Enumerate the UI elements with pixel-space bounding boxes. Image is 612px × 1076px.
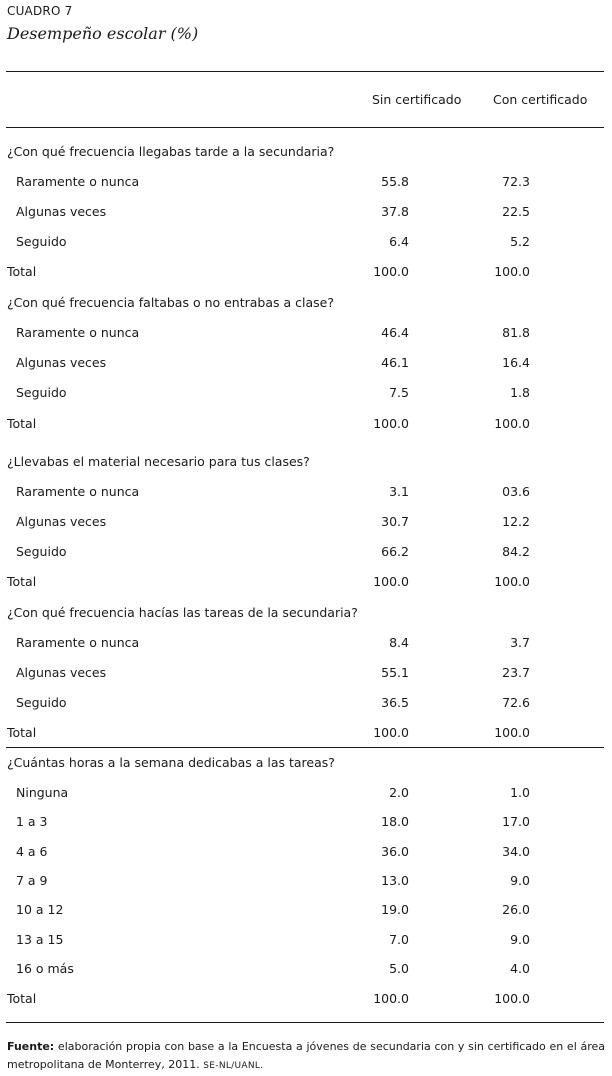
row-label: Raramente o nunca	[16, 325, 140, 340]
table-row	[0, 844, 612, 864]
value-sin-certificado: 6.4	[389, 234, 409, 249]
table-row	[0, 234, 612, 254]
table-row	[0, 514, 612, 534]
header-rule	[6, 127, 604, 128]
value-sin-certificado: 13.0	[381, 873, 409, 888]
total-con-certificado: 100.0	[494, 991, 530, 1006]
row-label: Algunas veces	[16, 665, 107, 680]
total-row	[0, 725, 612, 745]
row-label: 16 o más	[16, 961, 74, 976]
table-row	[0, 814, 612, 834]
value-sin-certificado: 36.0	[381, 844, 409, 859]
row-label: Algunas veces	[16, 204, 107, 219]
value-con-certificado: 16.4	[502, 355, 530, 370]
total-con-certificado: 100.0	[494, 725, 530, 740]
table-row	[0, 695, 612, 715]
value-sin-certificado: 19.0	[381, 902, 409, 917]
value-con-certificado: 9.0	[510, 873, 530, 888]
total-sin-certificado: 100.0	[373, 725, 409, 740]
question-text: ¿Con qué frecuencia faltabas o no entrabas a clase?	[7, 295, 334, 310]
value-con-certificado: 34.0	[502, 844, 530, 859]
table-row	[0, 902, 612, 922]
total-con-certificado: 100.0	[494, 416, 530, 431]
table-row	[0, 665, 612, 685]
row-label: Raramente o nunca	[16, 484, 140, 499]
total-sin-certificado: 100.0	[373, 991, 409, 1006]
footnote-source-code: SE-NL/UANL.	[203, 1061, 264, 1071]
value-sin-certificado: 18.0	[381, 814, 409, 829]
row-label: Seguido	[16, 234, 67, 249]
footnote-lead: Fuente:	[7, 1040, 55, 1053]
total-sin-certificado: 100.0	[373, 264, 409, 279]
value-con-certificado: 81.8	[502, 325, 530, 340]
table-row	[0, 484, 612, 504]
row-label: Seguido	[16, 544, 67, 559]
total-sin-certificado: 100.0	[373, 416, 409, 431]
total-row	[0, 991, 612, 1011]
value-con-certificado: 1.0	[510, 785, 530, 800]
value-con-certificado: 84.2	[502, 544, 530, 559]
table-row	[0, 174, 612, 194]
question-row	[0, 755, 612, 775]
value-sin-certificado: 55.1	[381, 665, 409, 680]
value-sin-certificado: 7.5	[389, 385, 409, 400]
question-row	[0, 295, 612, 315]
table-row	[0, 204, 612, 224]
table-row	[0, 932, 612, 952]
row-label: 1 a 3	[16, 814, 48, 829]
row-label: Raramente o nunca	[16, 174, 140, 189]
row-label: 13 a 15	[16, 932, 64, 947]
value-con-certificado: 5.2	[510, 234, 530, 249]
value-con-certificado: 72.6	[502, 695, 530, 710]
row-label: Ninguna	[16, 785, 69, 800]
value-con-certificado: 12.2	[502, 514, 530, 529]
total-row	[0, 574, 612, 594]
value-sin-certificado: 30.7	[381, 514, 409, 529]
total-sin-certificado: 100.0	[373, 574, 409, 589]
total-label: Total	[7, 574, 37, 589]
question-text: ¿Con qué frecuencia llegabas tarde a la secundaria?	[7, 144, 335, 159]
footnote	[7, 1038, 605, 1075]
value-con-certificado: 4.0	[510, 961, 530, 976]
table-title: Desempeño escolar (%)	[7, 24, 199, 43]
total-label: Total	[7, 725, 37, 740]
value-con-certificado: 03.6	[502, 484, 530, 499]
bottom-rule	[6, 1022, 604, 1023]
total-label: Total	[7, 991, 37, 1006]
question-row	[0, 605, 612, 625]
value-sin-certificado: 5.0	[389, 961, 409, 976]
total-con-certificado: 100.0	[494, 264, 530, 279]
table-row	[0, 544, 612, 564]
row-label: 4 a 6	[16, 844, 48, 859]
value-sin-certificado: 36.5	[381, 695, 409, 710]
question-text: ¿Con qué frecuencia hacías las tareas de la secundaria?	[7, 605, 358, 620]
value-con-certificado: 22.5	[502, 204, 530, 219]
row-label: Algunas veces	[16, 355, 107, 370]
table-row	[0, 385, 612, 405]
value-con-certificado: 3.7	[510, 635, 530, 650]
row-label: Seguido	[16, 385, 67, 400]
total-label: Total	[7, 416, 37, 431]
total-label: Total	[7, 264, 37, 279]
column-header-sin-certificado: Sin certificado	[372, 92, 462, 107]
question-text: ¿Llevabas el material necesario para tus clases?	[7, 454, 310, 469]
column-header-con-certificado: Con certificado	[493, 92, 588, 107]
value-sin-certificado: 46.1	[381, 355, 409, 370]
footnote-text: elaboración propia con base a la Encuesta a jóvenes de secundaria con y sin certificado en el área metropolitana de Monterrey, 2011.	[7, 1040, 605, 1071]
value-sin-certificado: 55.8	[381, 174, 409, 189]
value-con-certificado: 17.0	[502, 814, 530, 829]
table-label: CUADRO 7	[7, 4, 73, 18]
value-con-certificado: 26.0	[502, 902, 530, 917]
row-label: Raramente o nunca	[16, 635, 140, 650]
value-con-certificado: 9.0	[510, 932, 530, 947]
value-con-certificado: 1.8	[510, 385, 530, 400]
question-row	[0, 144, 612, 164]
row-label: Algunas veces	[16, 514, 107, 529]
value-sin-certificado: 2.0	[389, 785, 409, 800]
total-row	[0, 264, 612, 284]
table-row	[0, 325, 612, 345]
row-label: Seguido	[16, 695, 67, 710]
table-row	[0, 355, 612, 375]
value-sin-certificado: 46.4	[381, 325, 409, 340]
table-row	[0, 873, 612, 893]
value-sin-certificado: 3.1	[389, 484, 409, 499]
row-label: 10 a 12	[16, 902, 64, 917]
top-rule	[6, 71, 604, 72]
value-sin-certificado: 66.2	[381, 544, 409, 559]
table-row	[0, 961, 612, 981]
row-label: 7 a 9	[16, 873, 48, 888]
table-row	[0, 785, 612, 805]
section-rule	[6, 747, 604, 748]
value-sin-certificado: 8.4	[389, 635, 409, 650]
value-sin-certificado: 7.0	[389, 932, 409, 947]
total-row	[0, 416, 612, 436]
value-con-certificado: 72.3	[502, 174, 530, 189]
table-row	[0, 635, 612, 655]
question-row	[0, 454, 612, 474]
question-text: ¿Cuántas horas a la semana dedicabas a las tareas?	[7, 755, 335, 770]
value-con-certificado: 23.7	[502, 665, 530, 680]
total-con-certificado: 100.0	[494, 574, 530, 589]
value-sin-certificado: 37.8	[381, 204, 409, 219]
